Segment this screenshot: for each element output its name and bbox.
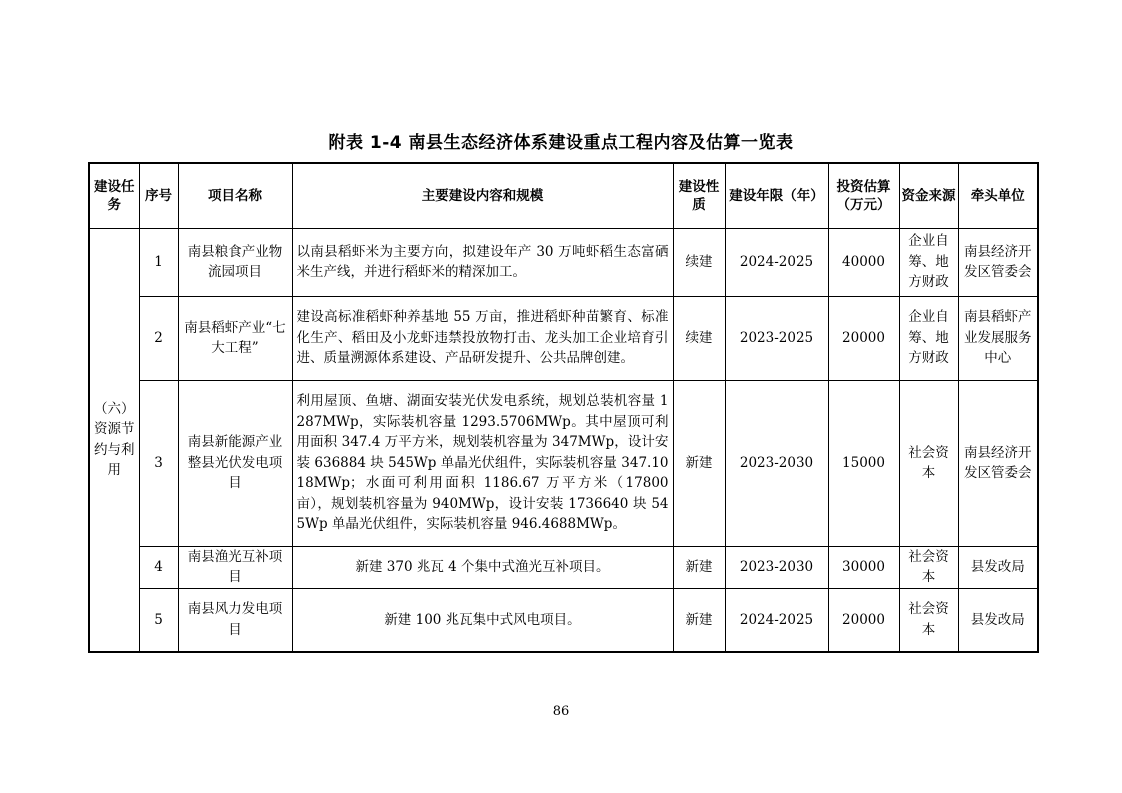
period-cell: 2023-2030 bbox=[725, 380, 828, 546]
estimate-cell: 40000 bbox=[828, 228, 899, 296]
estimate-cell: 30000 bbox=[828, 546, 899, 588]
header-name: 项目名称 bbox=[178, 163, 292, 228]
header-nature: 建设性质 bbox=[673, 163, 725, 228]
header-fund: 资金来源 bbox=[899, 163, 958, 228]
table-row bbox=[89, 296, 1038, 380]
nature-cell: 新建 bbox=[673, 546, 725, 588]
name-cell: 南县新能源产业整县光伏发电项目 bbox=[178, 380, 292, 546]
period-cell: 2023-2030 bbox=[725, 546, 828, 588]
estimate-cell: 15000 bbox=[828, 380, 899, 546]
lead-cell: 南县经济开发区管委会 bbox=[958, 380, 1038, 546]
page-number: 86 bbox=[552, 704, 570, 719]
header-estimate: 投资估算（万元） bbox=[828, 163, 899, 228]
task-group-cell: （六）资源节约与利用 bbox=[89, 228, 139, 652]
fund-cell: 企业自筹、地方财政 bbox=[899, 228, 958, 296]
header-content: 主要建设内容和规模 bbox=[292, 163, 673, 228]
period-cell: 2024-2025 bbox=[725, 588, 828, 652]
header-seq: 序号 bbox=[139, 163, 178, 228]
period-cell: 2023-2025 bbox=[725, 296, 828, 380]
name-cell: 南县渔光互补项目 bbox=[178, 546, 292, 588]
content-cell: 以南县稻虾米为主要方向，拟建设年产 30 万吨虾稻生态富硒米生产线，并进行稻虾米的精深加工。 bbox=[292, 228, 673, 296]
name-cell: 南县粮食产业物流园项目 bbox=[178, 228, 292, 296]
name-cell: 南县风力发电项目 bbox=[178, 588, 292, 652]
header-period: 建设年限（年） bbox=[725, 163, 828, 228]
seq-cell: 5 bbox=[139, 588, 178, 652]
lead-cell: 县发改局 bbox=[958, 588, 1038, 652]
header-task: 建设任务 bbox=[89, 163, 139, 228]
fund-cell: 社会资本 bbox=[899, 588, 958, 652]
lead-cell: 南县稻虾产业发展服务中心 bbox=[958, 296, 1038, 380]
table-row bbox=[89, 228, 1038, 296]
content-cell: 新建 100 兆瓦集中式风电项目。 bbox=[292, 588, 673, 652]
seq-cell: 1 bbox=[139, 228, 178, 296]
header-lead: 牵头单位 bbox=[958, 163, 1038, 228]
page-title: 附表 1-4 南县生态经济体系建设重点工程内容及估算一览表 bbox=[328, 133, 794, 153]
name-cell: 南县稻虾产业“七大工程” bbox=[178, 296, 292, 380]
fund-cell: 社会资本 bbox=[899, 546, 958, 588]
nature-cell: 续建 bbox=[673, 296, 725, 380]
table-row bbox=[89, 588, 1038, 652]
lead-cell: 南县经济开发区管委会 bbox=[958, 228, 1038, 296]
nature-cell: 续建 bbox=[673, 228, 725, 296]
fund-cell: 社会资本 bbox=[899, 380, 958, 546]
content-cell: 新建 370 兆瓦 4 个集中式渔光互补项目。 bbox=[292, 546, 673, 588]
seq-cell: 3 bbox=[139, 380, 178, 546]
fund-cell: 企业自筹、地方财政 bbox=[899, 296, 958, 380]
estimate-cell: 20000 bbox=[828, 296, 899, 380]
header-row bbox=[89, 163, 1038, 228]
period-cell: 2024-2025 bbox=[725, 228, 828, 296]
table-row bbox=[89, 546, 1038, 588]
content-cell: 利用屋顶、鱼塘、湖面安装光伏发电系统，规划总装机容量 1287MWp，实际装机容量 1293.5706MWp。其中屋顶可利用面积 347.4 万平方米，规划装机容量为 347MWp，设计安装 636884 块 545Wp 单晶光伏组件，实际装机容量 347.1018MWp；水面可利用面积 1186.67 万平方米（17800 亩），规划装机容量为 940MWp，设计安装 1736640 块 545Wp 单晶光伏组件，实际装机容量 946.4688MWp。 bbox=[292, 380, 673, 546]
project-table bbox=[88, 162, 1039, 653]
nature-cell: 新建 bbox=[673, 380, 725, 546]
table-row bbox=[89, 380, 1038, 546]
content-cell: 建设高标准稻虾种养基地 55 万亩，推进稻虾种苗繁育、标准化生产、稻田及小龙虾违禁投放物打击、龙头加工企业培育引进、质量溯源体系建设、产品研发提升、公共品牌创建。 bbox=[292, 296, 673, 380]
nature-cell: 新建 bbox=[673, 588, 725, 652]
lead-cell: 县发改局 bbox=[958, 546, 1038, 588]
seq-cell: 2 bbox=[139, 296, 178, 380]
seq-cell: 4 bbox=[139, 546, 178, 588]
estimate-cell: 20000 bbox=[828, 588, 899, 652]
